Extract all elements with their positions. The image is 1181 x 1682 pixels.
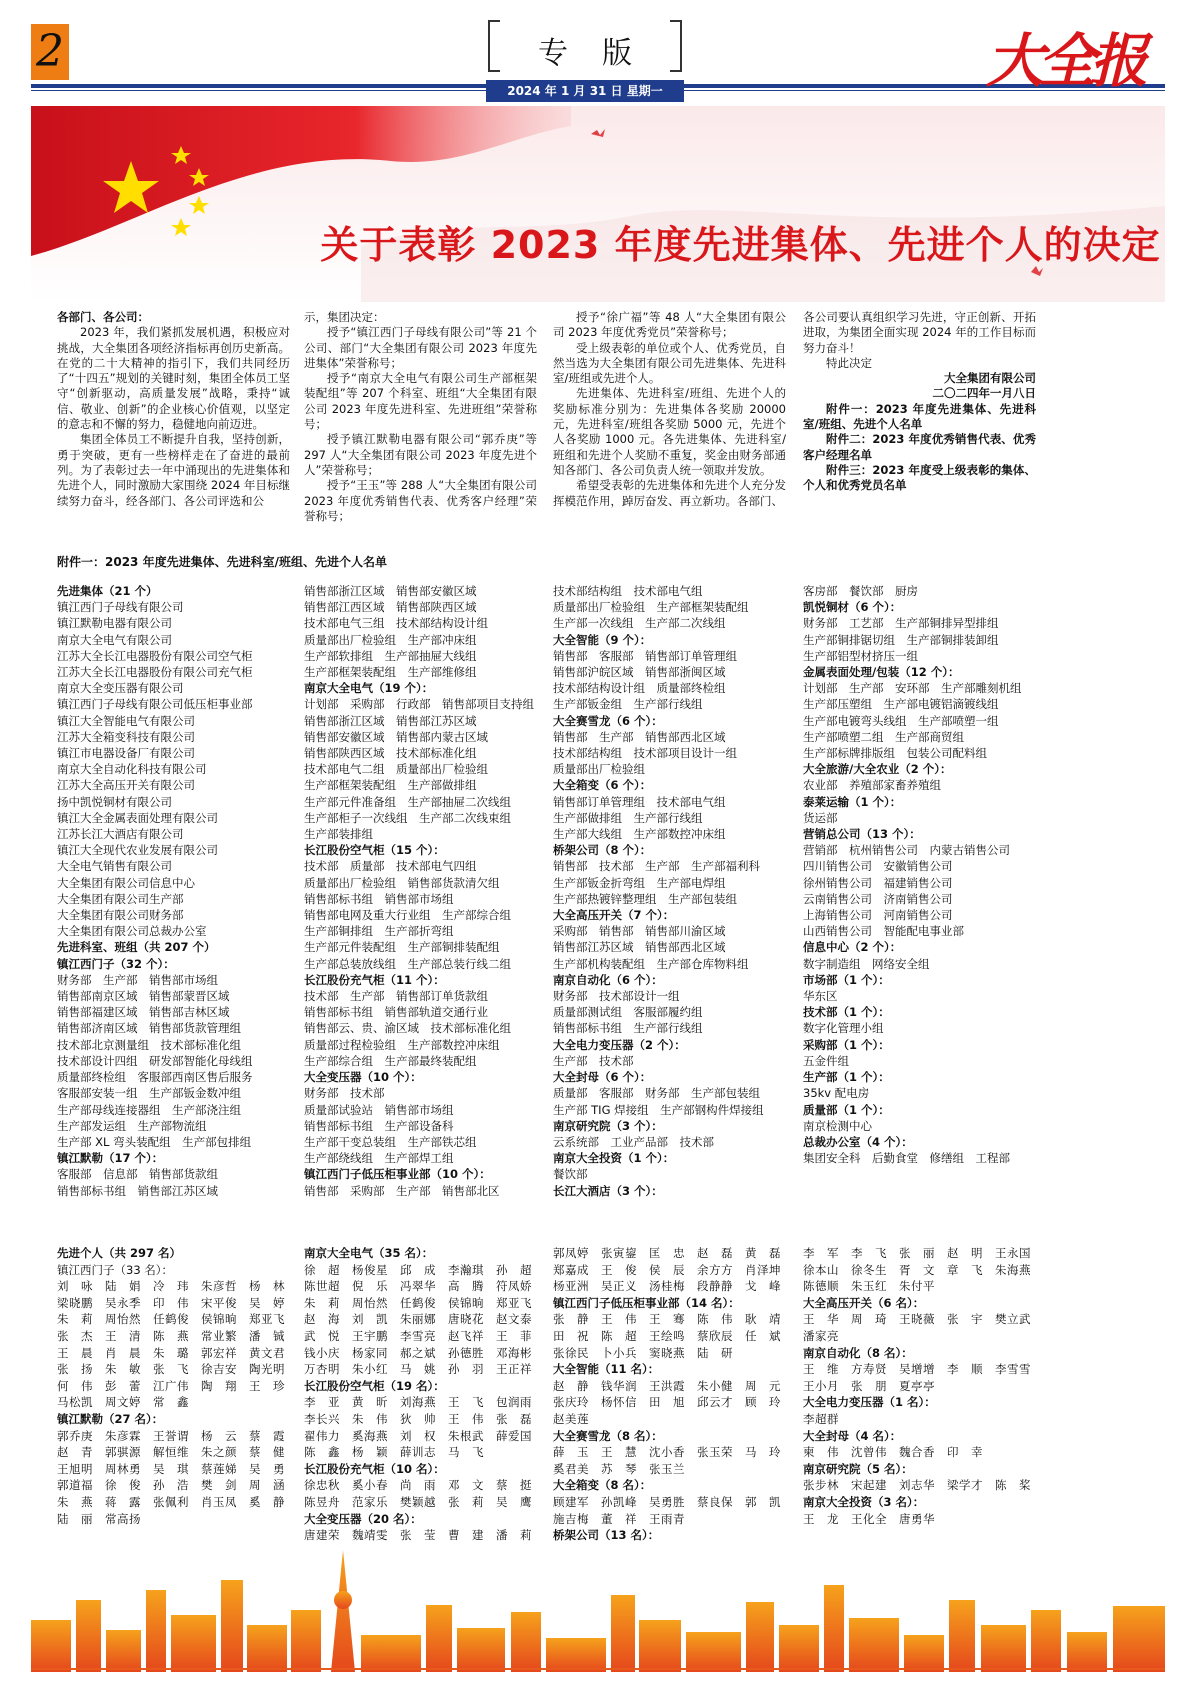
list-item: 质量部出厂检验组 生产部框架装配组 xyxy=(553,600,749,615)
list-heading: 大全电力变压器（1 名）： xyxy=(803,1395,936,1410)
list-item: 农业部 养殖部家畜养殖组 xyxy=(803,778,941,793)
list-item: 王旭明 周林勇 吴 琪 蔡莲娣 吴 勇 xyxy=(57,1461,285,1476)
list-item: 李长兴 朱 伟 狄 帅 王 伟 张 磊 xyxy=(304,1411,532,1426)
list-item: 镇江西门子母线有限公司低压柜事业部 xyxy=(57,697,253,712)
list-item: 餐饮部 xyxy=(553,1167,588,1182)
list-item: 销售部浙江区域 销售部安徽区域 xyxy=(304,584,477,598)
list-item: 武 悦 王宇鹏 李雪亮 赵飞祥 王 菲 xyxy=(304,1328,532,1343)
city-skyline-decoration xyxy=(31,1540,1165,1672)
list-item: 南京大全变压器有限公司 xyxy=(57,681,184,696)
list-item: 云南销售公司 济南销售公司 xyxy=(803,891,953,906)
list-item: 李 军 李 飞 张 丽 赵 明 王永国 xyxy=(803,1246,1031,1260)
list-item: 质量部终检组 客服部西南区售后服务 xyxy=(57,1070,253,1085)
list-item: 生产部钣金组 生产部行线组 xyxy=(553,697,703,712)
list-item: 奚君美 苏 琴 张玉兰 xyxy=(553,1461,685,1476)
list-item: 客服部安装一组 生产部钣金数冲组 xyxy=(57,1086,241,1101)
list-item: 江苏大全箱变科技有限公司 xyxy=(57,729,195,744)
list-item: 赵美莲 xyxy=(553,1411,589,1426)
list-item: 质量部试验站 销售部市场组 xyxy=(304,1102,454,1117)
list-item: 生产部元件准备组 生产部抽屉二次线组 xyxy=(304,794,511,809)
list-item: 财务部 技术部设计一组 xyxy=(553,989,680,1004)
list-item: 生产部铜排锯切组 生产部铜排装卸组 xyxy=(803,632,999,647)
list-item: 镇江大全智能电气有限公司 xyxy=(57,713,195,728)
list-heading: 南京大全投资（1 个）： xyxy=(553,1151,675,1166)
list-heading: 总裁办公室（4 个）： xyxy=(803,1134,913,1149)
list-heading: 先进科室、班组（共 207 个） xyxy=(57,940,216,955)
article-paragraph: 授予“镇江西门子母线有限公司”等 21 个公司、部门“大全集团有限公司 2023 年度先进集体”荣誉称号； xyxy=(304,325,537,370)
list-item: 销售部标书组 销售部江苏区域 xyxy=(57,1183,218,1198)
list-item: 销售部标书组 生产部行线组 xyxy=(553,1021,703,1036)
list-heading: 镇江默勒（27 名）： xyxy=(57,1411,164,1426)
list-item: 大全电气销售有限公司 xyxy=(57,859,172,874)
list-item: 陈昱舟 范家乐 樊颖越 张 莉 吴 鹰 xyxy=(304,1494,532,1509)
list-item: 陈德顺 朱玉红 朱付平 xyxy=(803,1279,935,1294)
list-heading: 大全赛雪龙（8 名）： xyxy=(553,1428,663,1443)
list-heading: 凯悦铜材（6 个）： xyxy=(803,600,902,615)
list-heading: 泰莱运输（1 个）： xyxy=(803,794,902,809)
list-item: 大全集团有限公司生产部 xyxy=(57,891,184,906)
list-item: 生产部铜排组 生产部折弯组 xyxy=(304,924,454,939)
list-item: 镇江大全金属表面处理有限公司 xyxy=(57,810,218,825)
list-item: 何 伟 彭 蕾 江广伟 陶 翔 王 珍 xyxy=(57,1378,285,1393)
list-item: 35kv 配电房 xyxy=(803,1086,870,1101)
list-item: 郭凤婷 张寅鋆 匡 忠 赵 磊 黄 磊 xyxy=(553,1246,781,1260)
issue-date: 2024 年 1 月 31 日 星期一 xyxy=(486,80,684,102)
collective-list-column-4 xyxy=(803,583,1043,1166)
list-heading: 镇江西门子低压柜事业部（14 名）： xyxy=(553,1295,740,1310)
list-item: 镇江西门子母线有限公司 xyxy=(57,600,184,615)
list-item: 财务部 工艺部 生产部铜排异型排组 xyxy=(803,616,999,631)
list-item: 李超群 xyxy=(803,1411,839,1426)
individual-list-column-1 xyxy=(57,1245,307,1527)
list-heading: 大全赛雪龙（6 个）： xyxy=(553,713,663,728)
list-heading: 生产部（1 个）： xyxy=(803,1070,890,1085)
list-heading: 技术部（1 个）： xyxy=(803,1005,890,1020)
article-column-3 xyxy=(553,310,786,509)
list-heading: 营销总公司（13 个）： xyxy=(803,827,921,842)
article-paragraph: 示，集团决定： xyxy=(304,310,385,324)
list-item: 大全集团有限公司信息中心 xyxy=(57,875,195,890)
list-heading: 大全封母（4 名）： xyxy=(803,1428,902,1443)
article-paragraph: 受上级表彰的单位或个人、优秀党员，自然当选为大全集团有限公司先进集体、先进科室/班组或先进个人。 xyxy=(553,340,786,386)
list-heading: 南京研究院（5 名）： xyxy=(803,1461,913,1476)
list-item: 销售部安徽区域 销售部内蒙古区域 xyxy=(304,729,488,744)
list-item: 镇江默勒电器有限公司 xyxy=(57,616,172,631)
article-paragraph: 二〇二四年一月八日 xyxy=(932,386,1036,401)
list-item: 梁晓鹏 吴永季 印 伟 宋平俊 吴 婷 xyxy=(57,1295,285,1310)
list-item: 张 静 王 伟 王 骞 陈 伟 耿 靖 xyxy=(553,1312,781,1327)
list-heading: 大全智能（11 名）： xyxy=(553,1362,660,1377)
list-heading: 长江股份空气柜（19 名）： xyxy=(304,1378,445,1393)
list-item: 技术部电气二组 质量部出厂检验组 xyxy=(304,762,488,777)
list-item: 郭道福 徐 俊 孙 浩 樊 剑 周 涵 xyxy=(57,1478,285,1493)
list-item: 销售部云、贵、渝区域 技术部标准化组 xyxy=(304,1021,511,1036)
list-heading: 质量部（1 个）： xyxy=(803,1102,890,1117)
list-item: 销售部电网及重大行业组 生产部综合组 xyxy=(304,908,511,923)
list-item: 五金件组 xyxy=(803,1053,849,1068)
list-item: 生产部电镀弯头线组 生产部喷塑一组 xyxy=(803,713,999,728)
list-item: 技术部设计四组 研发部智能化母线组 xyxy=(57,1053,253,1068)
collective-list-column-2 xyxy=(304,583,544,1199)
list-item: 赵 静 钱华润 王洪霞 朱小健 周 元 xyxy=(553,1378,781,1393)
list-item: 王 晨 肖 晨 朱 璐 郭宏祥 黄文君 xyxy=(57,1345,285,1360)
list-heading: 先进集体（21 个） xyxy=(57,584,158,598)
list-heading: 南京研究院（3 个）： xyxy=(553,1118,663,1133)
article-column-1 xyxy=(57,310,290,509)
list-heading: 金属表面处理/包装（12 个）： xyxy=(803,665,960,680)
list-item: 生产部干变总装组 生产部铁芯组 xyxy=(304,1134,477,1149)
list-item: 陆 丽 常高扬 xyxy=(57,1511,141,1526)
article-paragraph: 先进集体、先进科室/班组、先进个人的奖励标准分别为：先进集体各奖励 20000 元，先进科室/班组各奖励 5000 元，先进个人各奖励 1000 元。各先进集体、先进科室/班组和先进个人奖励不重复，奖金由财务部通知各部门、各公司负责人统一领取并发放。 xyxy=(553,386,786,477)
list-heading: 大全变压器（10 个）： xyxy=(304,1070,422,1085)
list-item: 销售部江苏区域 销售部西北区域 xyxy=(553,940,726,955)
list-item: 质量部 客服部 财务部 生产部包装组 xyxy=(553,1086,760,1101)
list-item: 生产部标牌排版组 包装公司配料组 xyxy=(803,746,987,761)
list-item: 张 杰 王 清 陈 燕 常业繁 潘 铖 xyxy=(57,1328,285,1343)
list-item: 镇江市电器设备厂有限公司 xyxy=(57,746,195,761)
list-item: 质量部测试组 客服部履约组 xyxy=(553,1005,703,1020)
article-paragraph: 附件二：2023 年度优秀销售代表、优秀客户经理名单 xyxy=(803,432,1036,462)
list-heading: 大全高压开关（7 个）： xyxy=(553,908,675,923)
article-paragraph: 授予“南京大全电气有限公司生产部框架装配组”等 207 个科室、班组“大全集团有限公司 2023 年度先进科室、先进班组”荣誉称号； xyxy=(304,371,537,432)
list-item: 张 扬 朱 敏 张 飞 徐吉安 陶光明 xyxy=(57,1362,285,1377)
list-item: 潘家亮 xyxy=(803,1328,839,1343)
list-item: 生产部母线连接器组 生产部浇注组 xyxy=(57,1102,241,1117)
list-item: 山西销售公司 智能配电事业部 xyxy=(803,924,964,939)
article-paragraph: 希望受表彰的先进集体和先进个人充分发挥模范作用，踔厉奋发、再立新功。各部门、 xyxy=(553,478,786,508)
list-item: 技术部结构组 技术部电气组 xyxy=(553,584,703,598)
list-item: 徐本山 徐冬生 胥 文 章 飞 朱海燕 xyxy=(803,1262,1031,1277)
list-item: 生产部装排组 xyxy=(304,827,373,842)
list-heading: 市场部（1 个）： xyxy=(803,972,890,987)
list-item: 陈 鑫 杨 颖 薛训志 马 飞 xyxy=(304,1445,484,1460)
list-item: 销售部标书组 生产部设备科 xyxy=(304,1118,454,1133)
list-heading: 大全箱变（6 个）： xyxy=(553,778,652,793)
collective-list-column-1 xyxy=(57,583,297,1199)
list-item: 朱 莉 周怡然 任鹤俊 侯锦晌 郑亚飞 xyxy=(304,1295,532,1310)
list-item: 四川销售公司 安徽销售公司 xyxy=(803,859,953,874)
list-item: 生产部框架装配组 生产部做排组 xyxy=(304,778,477,793)
article-paragraph: 授予“徐广福”等 48 人“大全集团有限公司 2023 年度优秀党员”荣誉称号； xyxy=(553,310,786,340)
list-heading: 南京大全电气（19 个）： xyxy=(304,681,434,696)
list-item: 南京大全电气有限公司 xyxy=(57,632,172,647)
list-item: 销售部 技术部 生产部 生产部福利科 xyxy=(553,859,760,874)
list-heading: 南京大全电气（35 名）： xyxy=(304,1246,434,1260)
list-item: 技术部结构设计组 质量部终检组 xyxy=(553,681,726,696)
article-paragraph: 各公司要认真组织学习先进，守正创新、开拓进取，为集团全面实现 2024 年的工作目标而努力奋斗！ xyxy=(803,310,1036,355)
list-item: 销售部 客服部 销售部订单管理组 xyxy=(553,648,737,663)
section-label-box xyxy=(488,20,682,72)
footer-rule xyxy=(31,1668,1165,1670)
list-item: 销售部济南区域 销售部货款管理组 xyxy=(57,1021,241,1036)
list-heading: 先进个人（共 297 名） xyxy=(57,1246,182,1260)
list-item: 质量部过程检验组 生产部数控冲床组 xyxy=(304,1037,500,1052)
list-item: 陈世超 倪 乐 冯翠华 高 腾 符凤娇 xyxy=(304,1279,532,1294)
list-item: 镇江西门子（33 名）： xyxy=(57,1262,174,1277)
list-item: 南京大全自动化科技有限公司 xyxy=(57,762,207,777)
list-item: 生产部绕线组 生产部焊工组 xyxy=(304,1151,454,1166)
list-item: 生产部 TIG 焊接组 生产部钢构件焊接组 xyxy=(553,1102,764,1117)
list-item: 生产部机构装配组 生产部仓库物料组 xyxy=(553,956,749,971)
list-item: 镇江大全现代农业发展有限公司 xyxy=(57,843,218,858)
list-item: 生产部柜子一次线组 生产部二次线束组 xyxy=(304,810,511,825)
list-heading: 桥架公司（13 名）： xyxy=(553,1528,660,1543)
list-item: 生产部喷塑二组 生产部商贸组 xyxy=(803,729,964,744)
list-item: 技术部北京测量组 技术部标准化组 xyxy=(57,1037,241,1052)
list-heading: 采购部（1 个）： xyxy=(803,1037,890,1052)
section-title: 专版 xyxy=(538,36,666,71)
list-item: 生产部总装放线组 生产部总装行线二组 xyxy=(304,956,511,971)
list-item: 生产部元件装配组 生产部铜排装配组 xyxy=(304,940,500,955)
article-paragraph: 授予镇江默勒电器有限公司“郭乔庚”等 297 人“大全集团有限公司 2023 年度先进个人”荣誉称号； xyxy=(304,432,537,477)
list-item: 销售部标书组 销售部市场组 xyxy=(304,891,454,906)
list-heading: 大全封母（6 个）： xyxy=(553,1070,652,1085)
list-item: 生产部铝型材挤压一组 xyxy=(803,648,918,663)
list-item: 薛 玉 王 慧 沈小香 张玉荣 马 玲 xyxy=(553,1445,781,1460)
list-item: 客房部 餐饮部 厨房 xyxy=(803,584,918,598)
article-paragraph: 2023 年，我们紧抓发展机遇，积极应对挑战，大全集团各项经济指标再创历史新高。在党的二十大精神的指引下，我们共同经历了“十四五”规划的关键时刻，集团全体员工坚守“创新驱动，高质量发展”战略，秉持“诚信、敬业、创新”的企业核心价值观，以坚定的意志和不懈的努力，稳健地向前迈进。 xyxy=(57,325,290,432)
list-item: 生产部热镀锌整理组 生产部包装组 xyxy=(553,891,737,906)
list-item: 顾建军 孙凯峰 吴勇胜 蔡良保 郭 凯 xyxy=(553,1494,781,1509)
article-paragraph: 集团全体员工不断提升自我，坚持创新，勇于突破，更有一些榜样走在了奋进的最前列。为了表彰过去一年中涌现出的先进集体和先进个人，同时激励大家围绕 2024 年目标继续努力奋斗，经各部门、各公司评选和公 xyxy=(57,432,290,508)
article-paragraph: 授予“王玉”等 288 人“大全集团有限公司 2023 年度优秀销售代表、优秀客户经理”荣誉称号； xyxy=(304,478,537,523)
list-item: 生产部 XL 弯头装配组 生产部包排组 xyxy=(57,1134,252,1149)
list-item: 质量部出厂检验组 生产部冲床组 xyxy=(304,632,477,647)
list-item: 生产部框架装配组 生产部维修组 xyxy=(304,665,477,680)
list-item: 技术部 生产部 销售部订单货款组 xyxy=(304,989,488,1004)
list-item: 江苏大全长江电器股份有限公司空气柜 xyxy=(57,648,253,663)
list-item: 技术部结构组 技术部项目设计一组 xyxy=(553,746,737,761)
list-item: 销售部江西区域 销售部陕西区域 xyxy=(304,600,477,615)
list-item: 杨亚洲 吴正义 汤桂梅 段静静 戈 峰 xyxy=(553,1279,781,1294)
article-paragraph: 附件三：2023 年度受上级表彰的集体、个人和优秀党员名单 xyxy=(803,462,1036,493)
individual-list-column-3 xyxy=(553,1245,803,1544)
list-heading: 大全高压开关（6 名）： xyxy=(803,1295,925,1310)
collective-list-column-3 xyxy=(553,583,793,1199)
attachment-title: 附件一：2023 年度先进集体、先进科室/班组、先进个人名单 xyxy=(57,555,387,569)
list-item: 大全集团有限公司财务部 xyxy=(57,908,184,923)
list-item: 销售部陕西区域 技术部标准化组 xyxy=(304,746,477,761)
list-item: 货运部 xyxy=(803,810,838,825)
list-heading: 大全箱变（8 名）： xyxy=(553,1478,652,1493)
list-heading: 大全电力变压器（2 个）： xyxy=(553,1037,686,1052)
list-item: 江苏大全长江电器股份有限公司充气柜 xyxy=(57,665,253,680)
list-heading: 南京自动化（6 个）： xyxy=(553,972,663,987)
list-item: 王 龙 王化全 唐勇华 xyxy=(803,1511,935,1526)
newspaper-logo: 大全报 xyxy=(986,27,1143,95)
list-item: 生产部压塑组 生产部电镀铝滴镀线组 xyxy=(803,697,999,712)
list-item: 田 祝 陈 超 王绘鸣 蔡欣辰 任 斌 xyxy=(553,1328,781,1343)
list-heading: 长江股份充气柜（10 名）： xyxy=(304,1461,445,1476)
list-item: 生产部软排组 生产部抽屉大线组 xyxy=(304,648,477,663)
list-item: 销售部 生产部 销售部西北区域 xyxy=(553,729,726,744)
list-item: 销售部浙江区域 销售部江苏区域 xyxy=(304,713,477,728)
hero-banner xyxy=(31,106,1165,302)
list-heading: 大全变压器（20 名）： xyxy=(304,1511,422,1526)
list-heading: 信息中心（2 个）： xyxy=(803,940,902,955)
list-heading: 南京大全投资（3 名）： xyxy=(803,1494,925,1509)
list-heading: 镇江西门子（32 个）： xyxy=(57,956,175,971)
list-item: 江苏大全高压开关有限公司 xyxy=(57,778,195,793)
headline: 关于表彰 2023 年度先进集体、先进个人的决定 xyxy=(320,223,1161,267)
list-item: 云系统部 工业产品部 技术部 xyxy=(553,1134,714,1149)
list-item: 销售部订单管理组 技术部电气组 xyxy=(553,794,726,809)
individual-list-column-2 xyxy=(304,1245,554,1544)
list-item: 李 亚 黄 昕 刘海燕 王 飞 包润雨 xyxy=(304,1395,532,1410)
list-item: 王 维 方寿贤 吴增增 李 顺 李雪雪 xyxy=(803,1362,1031,1377)
list-heading: 镇江西门子低压柜事业部（10 个）： xyxy=(304,1167,491,1182)
list-item: 销售部 采购部 生产部 销售部北区 xyxy=(304,1183,500,1198)
list-item: 王 华 周 琦 王晓薇 张 宇 樊立武 xyxy=(803,1312,1031,1327)
list-item: 朱 莉 周怡然 任鹤俊 侯锦晌 郑亚飞 xyxy=(57,1312,285,1327)
list-item: 唐建荣 魏靖雯 张 莹 曹 建 潘 莉 xyxy=(304,1528,532,1543)
list-item: 施吉梅 董 祥 王雨青 xyxy=(553,1511,685,1526)
list-item: 徐 超 杨俊星 邱 成 李瀚琪 孙 超 xyxy=(304,1262,532,1277)
list-item: 质量部出厂检验组 销售部货款清欠组 xyxy=(304,875,500,890)
article-paragraph: 大全集团有限公司 xyxy=(944,371,1036,386)
list-heading: 长江大酒店（3 个）： xyxy=(553,1183,663,1198)
list-item: 郑嘉成 王 俊 侯 辰 余方方 肖泽坤 xyxy=(553,1262,781,1277)
list-item: 数字化管理小组 xyxy=(803,1021,884,1036)
list-heading: 镇江默勒（17 个）： xyxy=(57,1151,164,1166)
list-heading: 南京自动化（8 名）： xyxy=(803,1345,913,1360)
list-item: 销售部南京区域 销售部蒙晋区域 xyxy=(57,989,230,1004)
list-item: 销售部沪皖区域 销售部浙闽区域 xyxy=(553,665,726,680)
list-item: 扬中凯悦铜材有限公司 xyxy=(57,794,172,809)
list-item: 质量部出厂检验组 xyxy=(553,762,645,777)
list-item: 南京检测中心 xyxy=(803,1118,872,1133)
list-item: 采购部 销售部 销售部川渝区域 xyxy=(553,924,726,939)
list-item: 华东区 xyxy=(803,989,838,1004)
list-item: 张庆玲 杨怀信 田 旭 邱云才 顾 玲 xyxy=(553,1395,781,1410)
list-item: 计划部 采购部 行政部 销售部项目支持组 xyxy=(304,697,534,712)
list-item: 计划部 生产部 安环部 生产部雕刻机组 xyxy=(803,681,1022,696)
list-item: 大全集团有限公司总裁办公室 xyxy=(57,924,207,939)
list-item: 刘 咏 陆 娟 冷 玮 朱彦哲 杨 林 xyxy=(57,1279,285,1294)
article-paragraph: 各部门、各公司： xyxy=(57,310,149,324)
list-item: 生产部大线组 生产部数控冲床组 xyxy=(553,827,726,842)
list-item: 徐州销售公司 福建销售公司 xyxy=(803,875,953,890)
list-item: 客服部 信息部 销售部货款组 xyxy=(57,1167,218,1182)
list-item: 王小月 张 朋 夏亭亭 xyxy=(803,1378,935,1393)
list-heading: 大全智能（9 个）： xyxy=(553,632,652,647)
list-item: 数字制造组 网络安全组 xyxy=(803,956,930,971)
list-item: 柬 伟 沈曾伟 魏合香 印 幸 xyxy=(803,1445,983,1460)
list-item: 生产部发运组 生产部物流组 xyxy=(57,1118,207,1133)
article-paragraph: 特此决定 xyxy=(826,355,872,370)
list-item: 销售部福建区域 销售部吉林区域 xyxy=(57,1005,230,1020)
list-item: 张步林 宋起建 刘志华 梁学才 陈 桨 xyxy=(803,1478,1031,1493)
list-item: 钱小庆 杨家同 郝之斌 孙德胜 邓海彬 xyxy=(304,1345,532,1360)
list-item: 江苏长江大酒店有限公司 xyxy=(57,827,184,842)
list-item: 马松凯 周文婷 常 鑫 xyxy=(57,1395,189,1410)
list-heading: 桥架公司（8 个）： xyxy=(553,843,652,858)
list-item: 生产部做排组 生产部行线组 xyxy=(553,810,703,825)
list-heading: 长江股份空气柜（15 个）： xyxy=(304,843,445,858)
list-item: 技术部电气三组 技术部结构设计组 xyxy=(304,616,488,631)
list-item: 朱 燕 蒋 露 张佩利 肖玉凤 奚 静 xyxy=(57,1494,285,1509)
page-number: 2 xyxy=(31,24,69,80)
list-item: 营销部 杭州销售公司 内蒙古销售公司 xyxy=(803,843,1010,858)
list-item: 财务部 技术部 xyxy=(304,1086,385,1101)
list-item: 生产部 技术部 xyxy=(553,1053,634,1068)
list-item: 上海销售公司 河南销售公司 xyxy=(803,908,953,923)
list-item: 财务部 生产部 销售部市场组 xyxy=(57,972,218,987)
individual-list-column-4 xyxy=(803,1245,1053,1527)
list-item: 徐忠秋 奚小春 尚 雨 邓 文 蔡 挺 xyxy=(304,1478,532,1493)
list-item: 万杏明 朱小红 马 姚 孙 羽 王正祥 xyxy=(304,1362,532,1377)
list-item: 集团安全科 后勤食堂 修缮组 工程部 xyxy=(803,1151,1010,1166)
list-item: 翟伟力 奚海燕 刘 权 朱根武 薛爱国 xyxy=(304,1428,532,1443)
list-item: 张徐民 卜小兵 窦晓燕 陆 研 xyxy=(553,1345,733,1360)
list-item: 赵 青 郭骐源 解恒维 朱之颜 蔡 健 xyxy=(57,1445,285,1460)
article-column-2 xyxy=(304,310,537,524)
list-item: 生产部综合组 生产部最终装配组 xyxy=(304,1053,477,1068)
list-item: 郭乔庚 朱彦霖 王誉谓 杨 云 蔡 霞 xyxy=(57,1428,285,1443)
list-item: 赵 海 刘 凯 朱丽娜 唐晓花 赵文泰 xyxy=(304,1312,532,1327)
list-item: 技术部 质量部 技术部电气四组 xyxy=(304,859,477,874)
list-item: 生产部一次线组 生产部二次线组 xyxy=(553,616,726,631)
list-item: 销售部标书组 销售部轨道交通行业 xyxy=(304,1005,488,1020)
article-column-4 xyxy=(803,310,1036,494)
article-paragraph: 附件一：2023 年度先进集体、先进科室/班组、先进个人名单 xyxy=(803,401,1036,432)
list-heading: 大全旅游/大全农业（2 个）： xyxy=(803,762,952,777)
list-item: 生产部钣金折弯组 生产部电焊组 xyxy=(553,875,726,890)
list-heading: 长江股份充气柜（11 个）： xyxy=(304,972,445,987)
